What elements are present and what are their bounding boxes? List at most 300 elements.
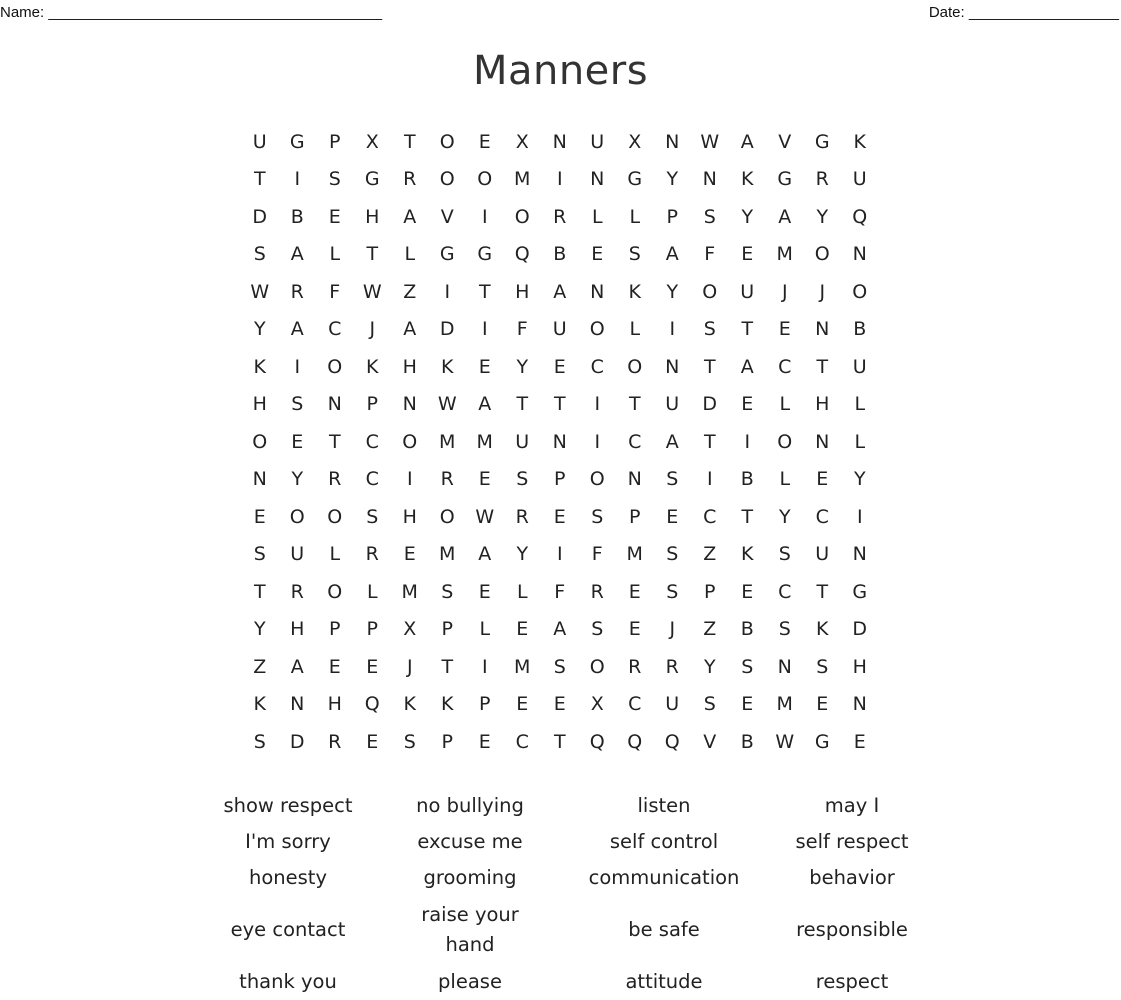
grid-letter: J: [819, 280, 826, 303]
grid-letter: I: [481, 318, 488, 341]
name-field: Name: ________________________________________: [0, 4, 383, 21]
grid-letter: N: [852, 693, 867, 716]
grid-letter: E: [853, 730, 866, 753]
grid-letter: C: [590, 355, 604, 378]
grid-letter: N: [552, 430, 567, 453]
word-bank-item: self respect: [795, 830, 909, 853]
grid-letter: I: [594, 393, 601, 416]
grid-letter: Y: [253, 618, 266, 641]
grid-letter: Y: [741, 205, 754, 228]
grid-row: [241, 573, 879, 611]
word-bank-item: grooming: [423, 866, 517, 889]
grid-letter: R: [440, 468, 454, 491]
grid-letter: P: [329, 618, 341, 641]
grid-letter: I: [556, 543, 563, 566]
grid-letter: T: [253, 168, 266, 191]
grid-letter: S: [778, 618, 791, 641]
grid-letter: T: [703, 430, 716, 453]
grid-letter: X: [403, 618, 417, 641]
grid-letter: C: [703, 505, 717, 528]
grid-letter: H: [365, 205, 380, 228]
grid-letter: O: [439, 168, 455, 191]
grid-letter: I: [556, 168, 563, 191]
word-bank-item: respect: [815, 970, 889, 993]
grid-letter: R: [328, 730, 342, 753]
grid-letter: I: [669, 318, 676, 341]
word-bank-item: responsible: [796, 918, 908, 941]
grid-letter: N: [627, 468, 642, 491]
grid-row: [241, 236, 879, 274]
grid-row: [241, 386, 879, 424]
grid-letter: S: [553, 655, 566, 678]
grid-letter: B: [853, 318, 867, 341]
grid-letter: N: [702, 168, 717, 191]
page-title: Manners: [472, 48, 649, 94]
grid-letter: F: [554, 580, 566, 603]
grid-letter: R: [815, 168, 829, 191]
grid-letter: O: [589, 655, 605, 678]
grid-letter: A: [290, 243, 304, 266]
grid-letter: S: [253, 543, 266, 566]
grid-letter: O: [852, 280, 868, 303]
grid-letter: H: [515, 280, 530, 303]
grid-letter: I: [294, 355, 301, 378]
grid-letter: C: [815, 505, 829, 528]
grid-letter: O: [777, 430, 793, 453]
word-bank-item: be safe: [628, 918, 700, 941]
grid-letter: M: [439, 430, 456, 453]
grid-letter: R: [590, 580, 604, 603]
grid-letter: T: [553, 393, 566, 416]
grid-letter: T: [741, 318, 754, 341]
grid-letter: O: [327, 580, 343, 603]
word-bank-item: attitude: [625, 970, 703, 993]
grid-letter: F: [704, 243, 716, 266]
grid-letter: U: [252, 130, 267, 153]
grid-letter: T: [403, 130, 416, 153]
grid-letter: T: [816, 580, 829, 603]
grid-letter: T: [516, 393, 529, 416]
grid-letter: L: [854, 430, 866, 453]
grid-letter: Y: [253, 318, 266, 341]
grid-letter: Y: [666, 280, 679, 303]
grid-letter: N: [815, 318, 830, 341]
grid-letter: R: [365, 543, 379, 566]
grid-letter: L: [366, 580, 378, 603]
grid-letter: L: [629, 205, 641, 228]
grid-letter: J: [669, 618, 676, 641]
grid-letter: O: [589, 318, 605, 341]
grid-letter: E: [328, 205, 341, 228]
word-bank-item: excuse me: [417, 830, 523, 853]
grid-letter: A: [290, 318, 304, 341]
word-bank: [200, 788, 940, 1000]
grid-letter: O: [627, 355, 643, 378]
grid-letter: K: [403, 693, 416, 716]
grid-letter: O: [702, 280, 718, 303]
grid-letter: E: [778, 318, 791, 341]
grid-letter: K: [366, 355, 379, 378]
grid-letter: L: [516, 580, 528, 603]
grid-letter: R: [628, 655, 642, 678]
word-bank-item: honesty: [249, 866, 327, 889]
grid-letter: O: [327, 505, 343, 528]
grid-letter: H: [402, 505, 417, 528]
grid-letter: Q: [664, 730, 680, 753]
grid-letter: R: [328, 468, 342, 491]
grid-letter: I: [294, 168, 301, 191]
word-bank-item: eye contact: [230, 918, 346, 941]
word-bank-item: listen: [637, 794, 691, 817]
word-bank-item: show respect: [223, 794, 353, 817]
word-bank-item: please: [438, 970, 502, 993]
grid-letter: Z: [703, 543, 717, 566]
grid-letter: M: [776, 243, 793, 266]
grid-letter: M: [514, 168, 531, 191]
grid-letter: A: [665, 243, 679, 266]
grid-letter: Y: [516, 543, 529, 566]
grid-letter: E: [553, 355, 566, 378]
grid-letter: O: [402, 430, 418, 453]
grid-letter: N: [290, 693, 305, 716]
grid-letter: N: [402, 393, 417, 416]
word-bank-item: I'm sorry: [245, 830, 331, 853]
grid-letter: A: [403, 205, 417, 228]
grid-letter: E: [666, 505, 679, 528]
grid-letter: N: [852, 243, 867, 266]
grid-letter: L: [854, 393, 866, 416]
grid-letter: J: [369, 318, 376, 341]
grid-letter: A: [665, 430, 679, 453]
grid-letter: F: [329, 280, 341, 303]
grid-letter: S: [703, 205, 716, 228]
grid-letter: U: [552, 318, 567, 341]
grid-letter: C: [365, 468, 379, 491]
grid-letter: T: [441, 655, 454, 678]
grid-letter: G: [289, 130, 305, 153]
grid-letter: F: [516, 318, 528, 341]
grid-letter: O: [439, 130, 455, 153]
grid-letter: A: [478, 393, 492, 416]
grid-letter: N: [327, 393, 342, 416]
grid-letter: S: [291, 393, 304, 416]
grid-row: [241, 273, 879, 311]
grid-letter: Y: [853, 468, 866, 491]
grid-letter: C: [628, 430, 642, 453]
grid-letter: M: [476, 430, 493, 453]
word-bank-item: no bullying: [416, 794, 524, 817]
grid-letter: Y: [703, 655, 716, 678]
grid-letter: G: [777, 168, 793, 191]
grid-letter: A: [553, 618, 567, 641]
grid-letter: R: [403, 168, 417, 191]
grid-letter: L: [779, 393, 791, 416]
grid-letter: F: [591, 543, 603, 566]
grid-letter: O: [589, 468, 605, 491]
grid-letter: D: [439, 318, 455, 341]
grid-letter: S: [253, 730, 266, 753]
grid-letter: L: [329, 543, 341, 566]
grid-letter: P: [479, 693, 491, 716]
grid-letter: A: [290, 655, 304, 678]
grid-letter: O: [814, 243, 830, 266]
grid-letter: N: [590, 280, 605, 303]
grid-letter: T: [741, 505, 754, 528]
grid-letter: W: [250, 280, 270, 303]
word-bank-item: raise your hand: [421, 903, 519, 956]
grid-letter: U: [852, 168, 867, 191]
grid-letter: E: [478, 130, 491, 153]
grid-letter: C: [628, 693, 642, 716]
grid-letter: P: [629, 505, 641, 528]
word-bank-item: may I: [824, 794, 880, 817]
grid-letter: C: [365, 430, 379, 453]
grid-row: [241, 723, 879, 761]
grid-letter: N: [590, 168, 605, 191]
grid-letter: O: [327, 355, 343, 378]
grid-letter: W: [700, 130, 720, 153]
grid-letter: E: [591, 243, 604, 266]
grid-letter: H: [252, 393, 267, 416]
grid-letter: G: [814, 730, 830, 753]
grid-letter: R: [290, 580, 304, 603]
grid-letter: E: [291, 430, 304, 453]
grid-letter: Q: [514, 243, 530, 266]
grid-letter: E: [403, 543, 416, 566]
grid-letter: S: [253, 243, 266, 266]
grid-letter: M: [626, 543, 643, 566]
grid-letter: B: [290, 205, 304, 228]
grid-letter: I: [706, 468, 713, 491]
grid-letter: T: [628, 393, 641, 416]
grid-letter: L: [329, 243, 341, 266]
grid-letter: U: [515, 430, 530, 453]
grid-letter: N: [552, 130, 567, 153]
grid-letter: K: [741, 543, 754, 566]
grid-letter: I: [856, 505, 863, 528]
grid-letter: P: [666, 205, 678, 228]
grid-letter: S: [516, 468, 529, 491]
grid-row: [241, 423, 879, 461]
grid-letter: H: [402, 355, 417, 378]
grid-letter: T: [366, 243, 379, 266]
grid-letter: R: [515, 505, 529, 528]
grid-letter: R: [290, 280, 304, 303]
grid-letter: X: [515, 130, 529, 153]
grid-letter: Y: [778, 505, 791, 528]
grid-letter: A: [740, 130, 754, 153]
grid-letter: I: [481, 655, 488, 678]
grid-letter: E: [816, 468, 829, 491]
grid-letter: S: [741, 655, 754, 678]
grid-letter: I: [406, 468, 413, 491]
grid-letter: Q: [589, 730, 605, 753]
grid-letter: E: [516, 693, 529, 716]
grid-letter: E: [741, 393, 754, 416]
grid-letter: E: [478, 468, 491, 491]
grid-letter: N: [665, 130, 680, 153]
word-bank-item: behavior: [809, 866, 895, 889]
grid-letter: E: [516, 618, 529, 641]
grid-letter: Y: [291, 468, 304, 491]
grid-letter: L: [629, 318, 641, 341]
grid-letter: A: [778, 205, 792, 228]
grid-letter: V: [440, 205, 454, 228]
grid-letter: A: [478, 543, 492, 566]
grid-letter: V: [778, 130, 792, 153]
grid-letter: K: [816, 618, 829, 641]
grid-letter: U: [590, 130, 605, 153]
grid-letter: U: [665, 693, 680, 716]
grid-letter: S: [591, 505, 604, 528]
grid-letter: D: [702, 393, 718, 416]
grid-row: [241, 648, 879, 686]
grid-letter: N: [815, 430, 830, 453]
grid-letter: P: [704, 580, 716, 603]
grid-letter: D: [852, 618, 868, 641]
grid-letter: W: [362, 280, 382, 303]
grid-letter: G: [439, 243, 455, 266]
grid-letter: P: [366, 393, 378, 416]
grid-letter: Z: [403, 280, 417, 303]
grid-letter: U: [740, 280, 755, 303]
grid-letter: C: [778, 355, 792, 378]
grid-letter: S: [403, 730, 416, 753]
grid-letter: E: [553, 505, 566, 528]
grid-letter: M: [439, 543, 456, 566]
grid-letter: D: [289, 730, 305, 753]
grid-letter: R: [665, 655, 679, 678]
grid-letter: S: [703, 693, 716, 716]
grid-letter: Q: [627, 730, 643, 753]
grid-letter: Y: [666, 168, 679, 191]
grid-letter: S: [366, 505, 379, 528]
grid-letter: S: [666, 580, 679, 603]
grid-row: [241, 686, 879, 724]
grid-letter: E: [478, 355, 491, 378]
grid-letter: S: [778, 543, 791, 566]
grid-letter: Y: [816, 205, 829, 228]
grid-letter: E: [553, 693, 566, 716]
grid-letter: H: [327, 693, 342, 716]
grid-letter: X: [628, 130, 642, 153]
grid-letter: S: [591, 618, 604, 641]
grid-letter: T: [553, 730, 566, 753]
grid-letter: E: [253, 505, 266, 528]
grid-letter: Z: [703, 618, 717, 641]
grid-letter: T: [328, 430, 341, 453]
grid-letter: K: [628, 280, 641, 303]
word-search-grid: [241, 123, 879, 761]
word-bank-item: communication: [588, 866, 740, 889]
grid-row: [241, 198, 879, 236]
grid-letter: T: [253, 580, 266, 603]
grid-row: [241, 123, 879, 161]
grid-letter: U: [290, 543, 305, 566]
grid-letter: P: [366, 618, 378, 641]
grid-letter: S: [666, 543, 679, 566]
grid-letter: X: [365, 130, 379, 153]
grid-letter: N: [852, 543, 867, 566]
grid-letter: G: [364, 168, 380, 191]
grid-letter: S: [628, 243, 641, 266]
grid-letter: N: [252, 468, 267, 491]
grid-letter: E: [328, 655, 341, 678]
grid-letter: T: [703, 355, 716, 378]
grid-letter: Z: [253, 655, 267, 678]
grid-letter: B: [553, 243, 567, 266]
grid-letter: A: [740, 355, 754, 378]
grid-letter: K: [441, 355, 454, 378]
grid-letter: E: [741, 693, 754, 716]
grid-letter: I: [481, 205, 488, 228]
word-bank-item: self control: [609, 830, 719, 853]
grid-letter: N: [665, 355, 680, 378]
grid-letter: P: [554, 468, 566, 491]
grid-letter: B: [740, 618, 754, 641]
grid-letter: G: [814, 130, 830, 153]
grid-letter: P: [441, 730, 453, 753]
grid-letter: L: [779, 468, 791, 491]
grid-letter: A: [553, 280, 567, 303]
grid-letter: M: [776, 693, 793, 716]
grid-letter: E: [366, 730, 379, 753]
grid-letter: E: [628, 580, 641, 603]
grid-row: [241, 348, 879, 386]
grid-letter: M: [514, 655, 531, 678]
grid-letter: C: [515, 730, 529, 753]
grid-letter: P: [329, 130, 341, 153]
grid-letter: H: [290, 618, 305, 641]
grid-letter: J: [406, 655, 413, 678]
grid-letter: O: [289, 505, 305, 528]
grid-letter: U: [852, 355, 867, 378]
grid-letter: Q: [364, 693, 380, 716]
grid-letter: M: [401, 580, 418, 603]
grid-letter: K: [853, 130, 866, 153]
grid-letter: G: [627, 168, 643, 191]
grid-letter: E: [478, 580, 491, 603]
grid-letter: K: [253, 355, 266, 378]
grid-row: [241, 311, 879, 349]
grid-letter: W: [775, 730, 795, 753]
grid-letter: I: [444, 280, 451, 303]
grid-letter: D: [252, 205, 268, 228]
grid-letter: I: [744, 430, 751, 453]
grid-letter: S: [666, 468, 679, 491]
grid-letter: S: [703, 318, 716, 341]
grid-letter: G: [477, 243, 493, 266]
grid-letter: T: [478, 280, 491, 303]
grid-letter: K: [741, 168, 754, 191]
grid-letter: O: [477, 168, 493, 191]
word-bank-item: thank you: [239, 970, 337, 993]
grid-letter: U: [815, 543, 830, 566]
date-field: Date: __________________: [928, 4, 1119, 21]
grid-letter: P: [441, 618, 453, 641]
grid-letter: Q: [852, 205, 868, 228]
grid-letter: O: [514, 205, 530, 228]
grid-letter: L: [591, 205, 603, 228]
grid-letter: C: [328, 318, 342, 341]
grid-letter: B: [740, 730, 754, 753]
grid-row: [241, 536, 879, 574]
grid-letter: H: [815, 393, 830, 416]
grid-letter: E: [366, 655, 379, 678]
grid-letter: I: [594, 430, 601, 453]
grid-letter: U: [665, 393, 680, 416]
grid-letter: B: [740, 468, 754, 491]
